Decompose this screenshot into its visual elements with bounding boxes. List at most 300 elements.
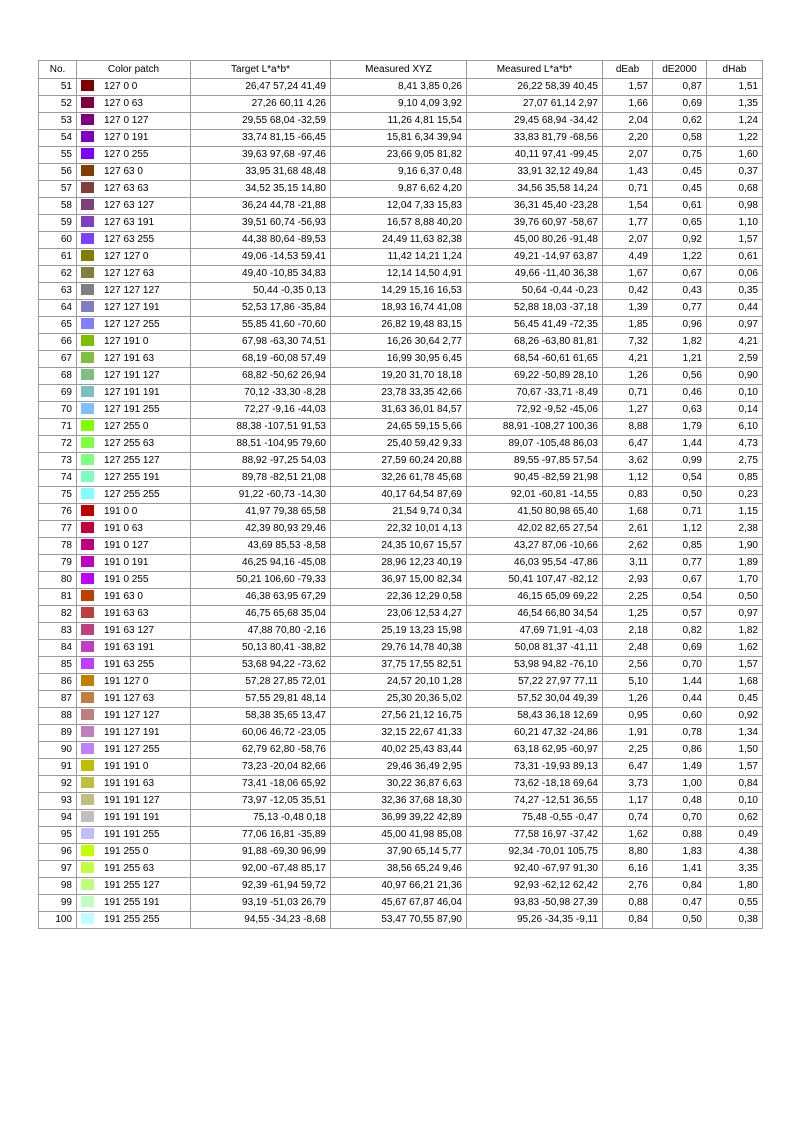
de2000-value: 1,12 [653,521,707,538]
dhab-value: 1,57 [707,232,763,249]
rgb-value: 191 63 0 [104,591,143,602]
deab-value: 6,47 [603,759,653,776]
table-row [39,878,763,895]
color-swatch [81,573,94,584]
table-row [39,249,763,266]
measured-xyz: 14,29 15,16 16,53 [331,283,467,300]
color-patch-cell [77,725,191,742]
target-lab: 50,44 -0,35 0,13 [191,283,331,300]
rgb-value: 191 255 255 [104,914,160,925]
color-patch-cell [77,589,191,606]
table-body [39,79,763,929]
color-swatch [81,641,94,652]
table-row [39,572,763,589]
de2000-value: 0,86 [653,742,707,759]
deab-value: 1,62 [603,827,653,844]
table-row [39,487,763,504]
deab-value: 2,25 [603,589,653,606]
deab-value: 1,54 [603,198,653,215]
dhab-value: 1,15 [707,504,763,521]
target-lab: 50,13 80,41 -38,82 [191,640,331,657]
color-swatch [81,114,94,125]
color-patch-cell [77,776,191,793]
measured-xyz: 29,46 36,49 2,95 [331,759,467,776]
deab-value: 1,26 [603,691,653,708]
deab-value: 6,16 [603,861,653,878]
de2000-value: 1,49 [653,759,707,776]
de2000-value: 0,92 [653,232,707,249]
table-row [39,419,763,436]
de2000-value: 0,57 [653,606,707,623]
de2000-value: 0,70 [653,657,707,674]
rgb-value: 191 191 127 [104,795,160,806]
dhab-value: 4,38 [707,844,763,861]
measured-lab: 53,98 94,82 -76,10 [467,657,603,674]
dhab-value: 0,45 [707,691,763,708]
rgb-value: 191 255 191 [104,897,160,908]
color-swatch [81,777,94,788]
measured-xyz: 24,57 20,10 1,28 [331,674,467,691]
target-lab: 92,39 -61,94 59,72 [191,878,331,895]
measured-xyz: 12,14 14,50 4,91 [331,266,467,283]
row-number: 82 [39,606,77,623]
de2000-value: 1,00 [653,776,707,793]
de2000-value: 1,41 [653,861,707,878]
color-swatch [81,658,94,669]
measured-lab: 92,93 -62,12 62,42 [467,878,603,895]
header-target-lab: Target L*a*b* [191,61,331,79]
row-number: 87 [39,691,77,708]
dhab-value: 0,10 [707,385,763,402]
row-number: 77 [39,521,77,538]
table-row [39,895,763,912]
target-lab: 46,75 65,68 35,04 [191,606,331,623]
table-row [39,130,763,147]
row-number: 92 [39,776,77,793]
row-number: 54 [39,130,77,147]
measured-xyz: 31,63 36,01 84,57 [331,402,467,419]
dhab-value: 0,92 [707,708,763,725]
target-lab: 41,97 79,38 65,58 [191,504,331,521]
dhab-value: 0,49 [707,827,763,844]
dhab-value: 0,61 [707,249,763,266]
measured-xyz: 25,30 20,36 5,02 [331,691,467,708]
color-patch-cell [77,130,191,147]
de2000-value: 1,79 [653,419,707,436]
header-row [39,61,763,79]
target-lab: 89,78 -82,51 21,08 [191,470,331,487]
de2000-value: 1,83 [653,844,707,861]
row-number: 59 [39,215,77,232]
de2000-value: 0,70 [653,810,707,827]
target-lab: 55,85 41,60 -70,60 [191,317,331,334]
deab-value: 2,76 [603,878,653,895]
color-patch-cell [77,334,191,351]
table-row [39,402,763,419]
row-number: 64 [39,300,77,317]
color-swatch [81,437,94,448]
header-measured-xyz: Measured XYZ [331,61,467,79]
row-number: 52 [39,96,77,113]
measured-lab: 95,26 -34,35 -9,11 [467,912,603,929]
dhab-value: 0,97 [707,317,763,334]
deab-value: 2,61 [603,521,653,538]
color-swatch [81,267,94,278]
color-swatch [81,403,94,414]
target-lab: 94,55 -34,23 -8,68 [191,912,331,929]
measured-lab: 50,41 107,47 -82,12 [467,572,603,589]
rgb-value: 127 0 127 [104,115,149,126]
table-row [39,147,763,164]
deab-value: 8,88 [603,419,653,436]
row-number: 75 [39,487,77,504]
rgb-value: 191 255 127 [104,880,160,891]
deab-value: 1,68 [603,504,653,521]
measured-lab: 75,48 -0,55 -0,47 [467,810,603,827]
de2000-value: 0,67 [653,572,707,589]
table-row [39,555,763,572]
color-swatch [81,828,94,839]
deab-value: 4,49 [603,249,653,266]
row-number: 63 [39,283,77,300]
dhab-value: 2,38 [707,521,763,538]
rgb-value: 127 191 127 [104,370,160,381]
row-number: 74 [39,470,77,487]
row-number: 99 [39,895,77,912]
deab-value: 2,93 [603,572,653,589]
de2000-value: 0,69 [653,640,707,657]
rgb-value: 191 0 127 [104,540,149,551]
row-number: 80 [39,572,77,589]
measured-lab: 63,18 62,95 -60,97 [467,742,603,759]
target-lab: 46,25 94,16 -45,08 [191,555,331,572]
measured-xyz: 32,15 22,67 41,33 [331,725,467,742]
measured-lab: 68,26 -63,80 81,81 [467,334,603,351]
measured-lab: 29,45 68,94 -34,42 [467,113,603,130]
color-swatch [81,675,94,686]
deab-value: 6,47 [603,436,653,453]
color-patch-cell [77,300,191,317]
table-row [39,351,763,368]
color-swatch [81,896,94,907]
table-row [39,385,763,402]
deab-value: 2,25 [603,742,653,759]
measured-xyz: 36,97 15,00 82,34 [331,572,467,589]
row-number: 83 [39,623,77,640]
row-number: 96 [39,844,77,861]
dhab-value: 0,14 [707,402,763,419]
target-lab: 67,98 -63,30 74,51 [191,334,331,351]
measured-lab: 39,76 60,97 -58,67 [467,215,603,232]
dhab-value: 0,62 [707,810,763,827]
measured-lab: 57,22 27,97 77,11 [467,674,603,691]
measured-lab: 72,92 -9,52 -45,06 [467,402,603,419]
table-row [39,470,763,487]
row-number: 60 [39,232,77,249]
deab-value: 2,56 [603,657,653,674]
measured-lab: 43,27 87,06 -10,66 [467,538,603,555]
row-number: 89 [39,725,77,742]
dhab-value: 0,35 [707,283,763,300]
color-patch-cell [77,844,191,861]
measured-xyz: 8,41 3,85 0,26 [331,79,467,96]
deab-value: 2,07 [603,147,653,164]
rgb-value: 127 127 127 [104,285,160,296]
color-swatch [81,845,94,856]
deab-value: 5,10 [603,674,653,691]
color-swatch [81,590,94,601]
rgb-value: 127 63 63 [104,183,149,194]
table-row [39,538,763,555]
table-row [39,674,763,691]
measured-xyz: 22,36 12,29 0,58 [331,589,467,606]
target-lab: 57,28 27,85 72,01 [191,674,331,691]
table-row [39,300,763,317]
rgb-value: 191 127 63 [104,693,155,704]
deab-value: 3,73 [603,776,653,793]
rgb-value: 191 0 255 [104,574,149,585]
table-row [39,232,763,249]
rgb-value: 127 0 63 [104,98,143,109]
deab-value: 0,83 [603,487,653,504]
color-patch-cell [77,283,191,300]
deab-value: 1,12 [603,470,653,487]
measured-xyz: 26,82 19,48 83,15 [331,317,467,334]
measured-lab: 73,62 -18,18 69,64 [467,776,603,793]
color-patch-cell [77,521,191,538]
row-number: 85 [39,657,77,674]
color-swatch [81,505,94,516]
dhab-value: 0,84 [707,776,763,793]
measured-lab: 89,55 -97,85 57,54 [467,453,603,470]
target-lab: 73,23 -20,04 82,66 [191,759,331,776]
measured-lab: 52,88 18,03 -37,18 [467,300,603,317]
color-swatch [81,335,94,346]
measured-xyz: 32,36 37,68 18,30 [331,793,467,810]
dhab-value: 0,10 [707,793,763,810]
dhab-value: 0,44 [707,300,763,317]
table-row [39,657,763,674]
color-patch-cell [77,317,191,334]
color-swatch [81,369,94,380]
table-row [39,606,763,623]
deab-value: 1,77 [603,215,653,232]
de2000-value: 0,96 [653,317,707,334]
color-swatch [81,760,94,771]
de2000-value: 1,82 [653,334,707,351]
rgb-value: 127 0 255 [104,149,149,160]
measured-xyz: 9,87 6,62 4,20 [331,181,467,198]
color-measurement-table [38,60,763,929]
dhab-value: 1,22 [707,130,763,147]
color-patch-cell [77,198,191,215]
target-lab: 75,13 -0,48 0,18 [191,810,331,827]
deab-value: 2,04 [603,113,653,130]
color-swatch [81,607,94,618]
dhab-value: 4,73 [707,436,763,453]
table-row [39,640,763,657]
measured-lab: 92,01 -60,81 -14,55 [467,487,603,504]
measured-lab: 49,66 -11,40 36,38 [467,266,603,283]
color-patch-cell [77,572,191,589]
color-patch-cell [77,453,191,470]
table-row [39,521,763,538]
deab-value: 1,43 [603,164,653,181]
measured-lab: 36,31 45,40 -23,28 [467,198,603,215]
color-patch-cell [77,249,191,266]
color-patch-cell [77,368,191,385]
color-patch-cell [77,878,191,895]
deab-value: 0,71 [603,385,653,402]
target-lab: 33,95 31,68 48,48 [191,164,331,181]
dhab-value: 1,70 [707,572,763,589]
measured-xyz: 12,04 7,33 15,83 [331,198,467,215]
measured-lab: 92,34 -70,01 105,75 [467,844,603,861]
dhab-value: 1,57 [707,759,763,776]
target-lab: 27,26 60,11 4,26 [191,96,331,113]
row-number: 100 [39,912,77,929]
color-patch-cell [77,657,191,674]
color-swatch [81,97,94,108]
measured-xyz: 23,78 33,35 42,66 [331,385,467,402]
table-row [39,708,763,725]
deab-value: 2,07 [603,232,653,249]
measured-xyz: 15,81 6,34 39,94 [331,130,467,147]
color-patch-cell [77,436,191,453]
de2000-value: 0,60 [653,708,707,725]
table-row [39,198,763,215]
table-row [39,283,763,300]
measured-xyz: 19,20 31,70 18,18 [331,368,467,385]
dhab-value: 6,10 [707,419,763,436]
de2000-value: 0,62 [653,113,707,130]
color-patch-cell [77,555,191,572]
de2000-value: 1,22 [653,249,707,266]
color-patch-cell [77,351,191,368]
measured-lab: 40,11 97,41 -99,45 [467,147,603,164]
dhab-value: 0,50 [707,589,763,606]
measured-lab: 92,40 -67,97 91,30 [467,861,603,878]
measured-lab: 73,31 -19,93 89,13 [467,759,603,776]
de2000-value: 0,54 [653,589,707,606]
table-row [39,861,763,878]
table-row [39,368,763,385]
deab-value: 8,80 [603,844,653,861]
row-number: 91 [39,759,77,776]
color-patch-cell [77,759,191,776]
row-number: 76 [39,504,77,521]
rgb-value: 127 127 255 [104,319,160,330]
target-lab: 47,88 70,80 -2,16 [191,623,331,640]
de2000-value: 0,71 [653,504,707,521]
color-patch-cell [77,470,191,487]
deab-value: 1,57 [603,79,653,96]
rgb-value: 127 63 255 [104,234,155,245]
color-swatch [81,692,94,703]
measured-lab: 26,22 58,39 40,45 [467,79,603,96]
row-number: 86 [39,674,77,691]
color-patch-cell [77,742,191,759]
row-number: 61 [39,249,77,266]
measured-lab: 27,07 61,14 2,97 [467,96,603,113]
row-number: 57 [39,181,77,198]
rgb-value: 191 191 0 [104,761,149,772]
rgb-value: 127 0 0 [104,81,138,92]
color-patch-cell [77,147,191,164]
target-lab: 26,47 57,24 41,49 [191,79,331,96]
measured-lab: 74,27 -12,51 36,55 [467,793,603,810]
measured-xyz: 21,54 9,74 0,34 [331,504,467,521]
row-number: 65 [39,317,77,334]
target-lab: 91,22 -60,73 -14,30 [191,487,331,504]
table-row [39,215,763,232]
measured-xyz: 23,06 12,53 4,27 [331,606,467,623]
row-number: 72 [39,436,77,453]
deab-value: 1,67 [603,266,653,283]
color-swatch [81,165,94,176]
table-row [39,912,763,929]
target-lab: 88,92 -97,25 54,03 [191,453,331,470]
table-row [39,759,763,776]
de2000-value: 0,65 [653,215,707,232]
color-swatch [81,522,94,533]
color-swatch [81,199,94,210]
table-row [39,164,763,181]
measured-lab: 70,67 -33,71 -8,49 [467,385,603,402]
table-row [39,453,763,470]
de2000-value: 0,54 [653,470,707,487]
measured-xyz: 22,32 10,01 4,13 [331,521,467,538]
measured-xyz: 38,56 65,24 9,46 [331,861,467,878]
color-patch-cell [77,215,191,232]
de2000-value: 0,45 [653,164,707,181]
measured-lab: 46,54 66,80 34,54 [467,606,603,623]
target-lab: 58,38 35,65 13,47 [191,708,331,725]
dhab-value: 1,60 [707,147,763,164]
table-row [39,79,763,96]
color-patch-cell [77,164,191,181]
color-patch-cell [77,861,191,878]
deab-value: 2,48 [603,640,653,657]
measured-xyz: 32,26 61,78 45,68 [331,470,467,487]
table-row [39,827,763,844]
header-de2000: dE2000 [653,61,707,79]
dhab-value: 0,55 [707,895,763,912]
target-lab: 92,00 -67,48 85,17 [191,861,331,878]
de2000-value: 0,50 [653,487,707,504]
measured-lab: 57,52 30,04 49,39 [467,691,603,708]
rgb-value: 191 127 255 [104,744,160,755]
deab-value: 2,62 [603,538,653,555]
de2000-value: 0,87 [653,79,707,96]
table-row [39,317,763,334]
target-lab: 70,12 -33,30 -8,28 [191,385,331,402]
target-lab: 72,27 -9,16 -44,03 [191,402,331,419]
row-number: 73 [39,453,77,470]
color-swatch [81,301,94,312]
color-swatch [81,352,94,363]
color-swatch [81,709,94,720]
target-lab: 68,82 -50,62 26,94 [191,368,331,385]
dhab-value: 0,85 [707,470,763,487]
deab-value: 1,91 [603,725,653,742]
deab-value: 2,20 [603,130,653,147]
table-row [39,436,763,453]
color-swatch [81,624,94,635]
measured-xyz: 25,40 59,42 9,33 [331,436,467,453]
target-lab: 44,38 80,64 -89,53 [191,232,331,249]
rgb-value: 127 191 0 [104,336,149,347]
